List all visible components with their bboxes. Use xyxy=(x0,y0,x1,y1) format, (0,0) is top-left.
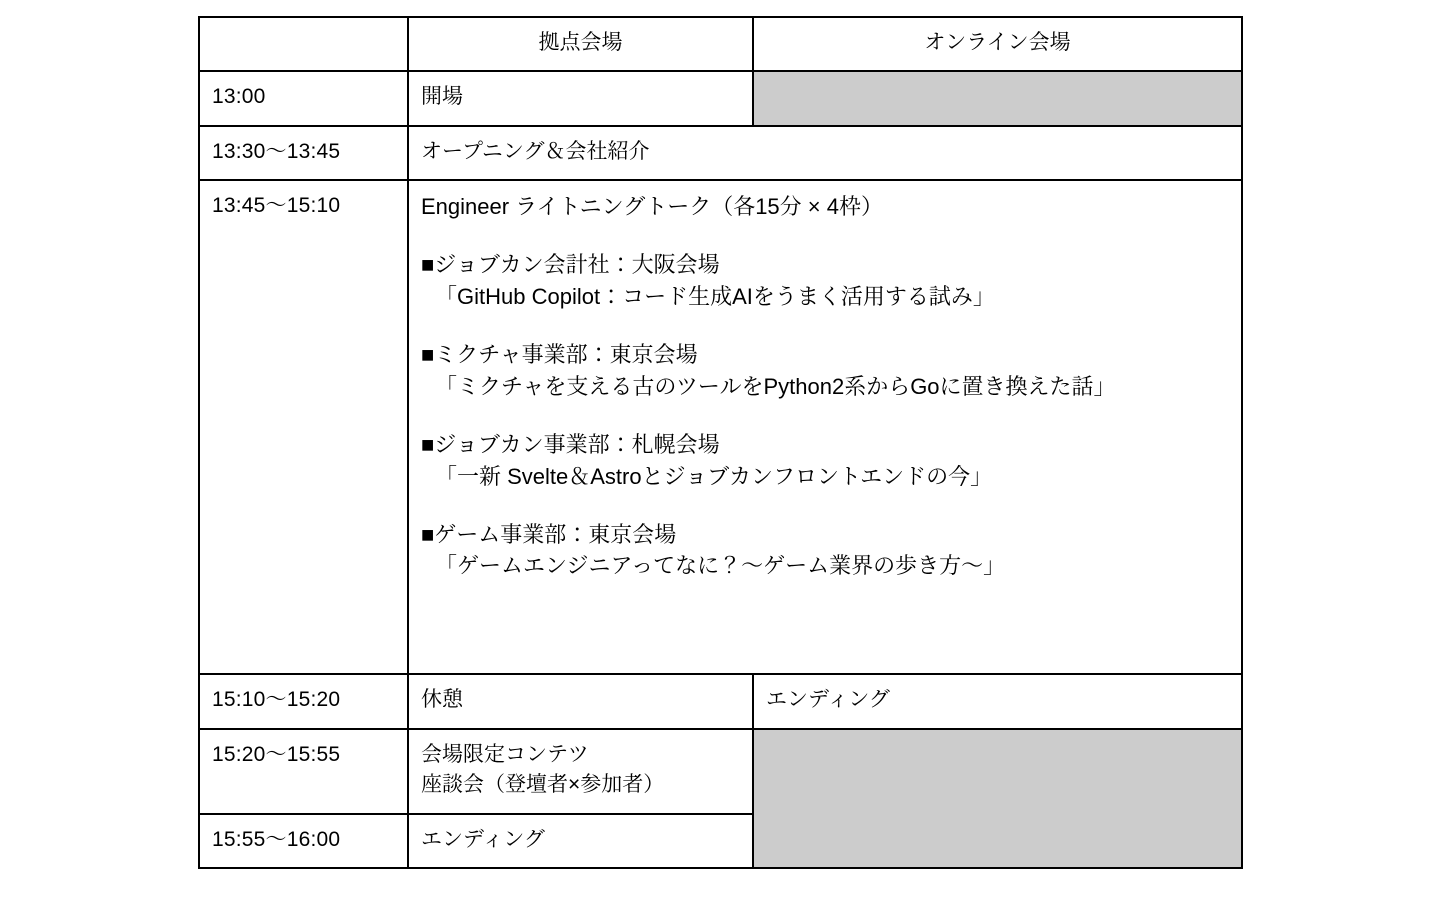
cell-venue: 開場 xyxy=(408,71,753,125)
table-header xyxy=(199,17,1242,71)
cell-venue-line2: 座談会（登壇者×参加者） xyxy=(421,773,665,797)
table-row xyxy=(199,126,1242,180)
lightning-talk-item xyxy=(421,429,1229,493)
schedule-table-container xyxy=(198,16,1241,869)
table-header-row xyxy=(199,17,1242,71)
table-row xyxy=(199,180,1242,674)
talk-organization: ■ミクチャ事業部：東京会場 xyxy=(421,341,698,367)
cell-time: 15:10〜15:20 xyxy=(199,674,408,728)
table-row xyxy=(199,729,1242,814)
cell-time: 15:20〜15:55 xyxy=(199,729,408,814)
cell-venue-line1: 会場限定コンテツ xyxy=(421,742,589,766)
lightning-talk-item xyxy=(421,339,1229,403)
table-row xyxy=(199,71,1242,125)
lightning-talk-title: Engineer ライトニングトーク（各15分 × 4枠） xyxy=(421,194,883,220)
talk-organization: ■ジョブカン会計社：大阪会場 xyxy=(421,252,720,278)
talk-organization: ■ジョブカン事業部：札幌会場 xyxy=(421,431,720,457)
cell-time: 13:30〜13:45 xyxy=(199,126,408,180)
cell-time: 15:55〜16:00 xyxy=(199,814,408,868)
event-schedule-table xyxy=(198,16,1243,869)
lightning-talk-item xyxy=(421,519,1229,583)
table-body xyxy=(199,71,1242,868)
column-header-time xyxy=(199,17,408,71)
cell-time: 13:45〜15:10 xyxy=(199,180,408,674)
cell-venue: エンディング xyxy=(408,814,753,868)
cell-lightning-talks xyxy=(408,180,1242,674)
talk-title: 「一新 Svelte＆Astroとジョブカンフロントエンドの今」 xyxy=(435,463,993,489)
column-header-venue: 拠点会場 xyxy=(408,17,753,71)
cell-online-shaded xyxy=(753,71,1242,125)
talk-title: 「ミクチャを支える古のツールをPython2系からGoに置き換えた話」 xyxy=(435,373,1116,399)
cell-online-shaded xyxy=(753,729,1242,868)
table-row xyxy=(199,674,1242,728)
talk-title: 「ゲームエンジニアってなに？〜ゲーム業界の歩き方〜」 xyxy=(435,553,1006,579)
cell-venue xyxy=(408,729,753,814)
lightning-talk-item xyxy=(421,249,1229,313)
cell-online: エンディング xyxy=(753,674,1242,728)
cell-venue: 休憩 xyxy=(408,674,753,728)
cell-time: 13:00 xyxy=(199,71,408,125)
talk-title: 「GitHub Copilot：コード生成AIをうまく活用する試み」 xyxy=(435,284,995,310)
talk-organization: ■ゲーム事業部：東京会場 xyxy=(421,521,677,547)
column-header-online: オンライン会場 xyxy=(753,17,1242,71)
cell-venue-online-merged: オープニング＆会社紹介 xyxy=(408,126,1242,180)
